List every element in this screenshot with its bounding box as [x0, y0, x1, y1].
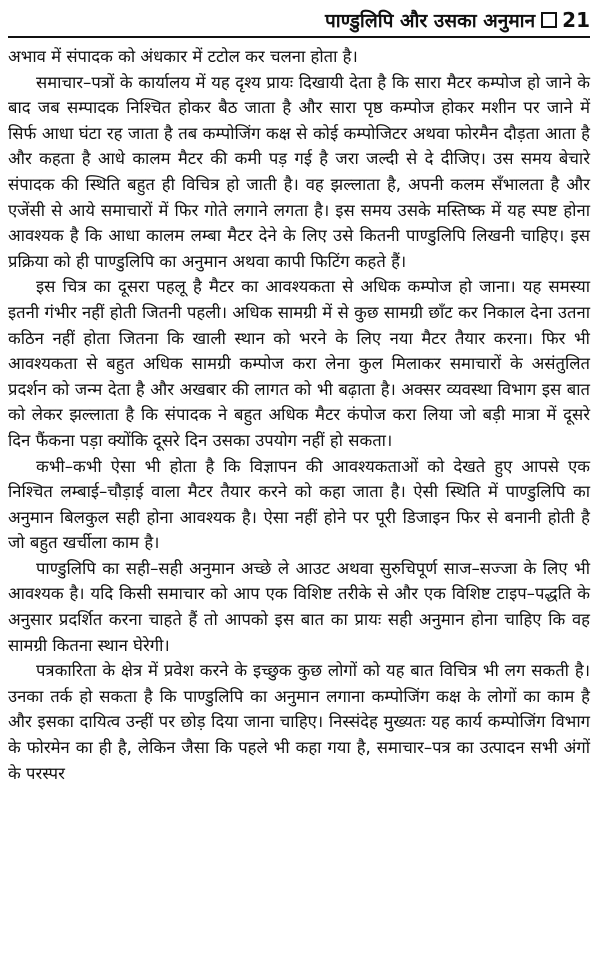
running-header	[8, 4, 590, 38]
paragraph: समाचार–पत्रों के कार्यालय में यह दृश्य प्रायः दिखायी देता है कि सारा मैटर कम्पोज हो जाने के बाद जब सम्पादक निश्चित होकर बैठ जाता है और सारा पृष्ठ कम्पोज होकर मशीन पर जाने में सिर्फ आधा घंटा रह जाता है तब कम्पोजिंग कक्ष से कोई कम्पोजिटर अथवा फोरमैन दौड़ता आता है और कहता है आधे कालम मैटर की कमी पड़ गई है जरा जल्दी से दे दीजिए। उस समय बेचारे संपादक की स्थिति बहुत ही विचित्र हो जाती है। वह झल्लाता है, अपनी कलम सँभालता है और एजेंसी से आये समाचारों में फिर गोते लगाने लगता है। इस समय उसके मस्तिष्क में यह स्पष्ट होना आवश्यक है कि आधा कालम लम्बा मैटर देने के लिए उसे कितनी पाण्डुलिपि लिखनी चाहिए। इस प्रक्रिया को ही पाण्डुलिपि का अनुमान अथवा कापी फिटिंग कहते हैं।	[8, 72, 590, 271]
page-number: 21	[562, 8, 590, 32]
paragraph: कभी–कभी ऐसा भी होता है कि विज्ञापन की आवश्यकताओं को देखते हुए आपसे एक निश्चित लम्बाई–चौड़ाई वाला मैटर तैयार करने को कहा जाता है। ऐसी स्थिति में पाण्डुलिपि का अनुमान बिलकुल सही होना आवश्यक है। ऐसा नहीं होने पर पूरी डिजाइन फिर से बनानी होती है जो बहुत खर्चीला काम है।	[8, 456, 590, 553]
paragraph: पाण्डुलिपि का सही–सही अनुमान अच्छे ले आउट अथवा सुरुचिपूर्ण साज–सज्जा के लिए भी आवश्यक है। यदि किसी समाचार को आप एक विशिष्ट तरीके से और एक विशिष्ट टाइप–पद्धति के अनुसार प्रदर्शित करना चाहते हैं तो आपको इस बात का प्रायः सही अनुमान होना चाहिए कि वह सामग्री कितना स्थान घेरेगी।	[8, 558, 590, 655]
paragraph: इस चित्र का दूसरा पहलू है मैटर का आवश्यकता से अधिक कम्पोज हो जाना। यह समस्या इतनी गंभीर नहीं होती जितनी पहली। अधिक सामग्री में से कुछ सामग्री छाँट कर निकाल देना उतना कठिन नहीं होता जितना कि खाली स्थान को भरने के लिए नया मैटर तैयार करना। फिर भी आवश्यकता से बहुत अधिक सामग्री कम्पोज करा लेना कुल मिलाकर समाचारों के असंतुलित प्रदर्शन को जन्म देता है और अखबार की लागत को भी बढ़ाता है। अक्सर व्यवस्था विभाग इस बात को लेकर झल्लाता है कि संपादक ने बहुत अधिक मैटर कंपोज करा लिया जो बड़ी मात्रा में दूसरे दिन फैंकना पड़ा क्योंकि दूसरे दिन उसका उपयोग नहीं हो सकता।	[8, 277, 590, 450]
square-glyph-icon	[541, 12, 557, 28]
paragraph: पत्रकारिता के क्षेत्र में प्रवेश करने के इच्छुक कुछ लोगों को यह बात विचित्र भी लग सकती है। उनका तर्क हो सकता है कि पाण्डुलिपि का अनुमान लगाना कम्पोजिंग कक्ष के लोगों का काम है और इसका दायित्व उन्हीं पर छोड़ दिया जाना चाहिए। निस्संदेह मुख्यतः यह कार्य कम्पोजिंग विभाग के फोरमेन का ही है, लेकिन जैसा कि पहले भी कहा गया है, समाचार–पत्र का उत्पादन सभी अंगों के परस्पर	[8, 661, 590, 783]
paragraph-continued: अभाव में संपादक को अंधकार में टटोल कर चलना होता है।	[8, 47, 358, 66]
chapter-title: पाण्डुलिपि और उसका अनुमान	[325, 10, 536, 32]
page-body	[8, 44, 590, 786]
